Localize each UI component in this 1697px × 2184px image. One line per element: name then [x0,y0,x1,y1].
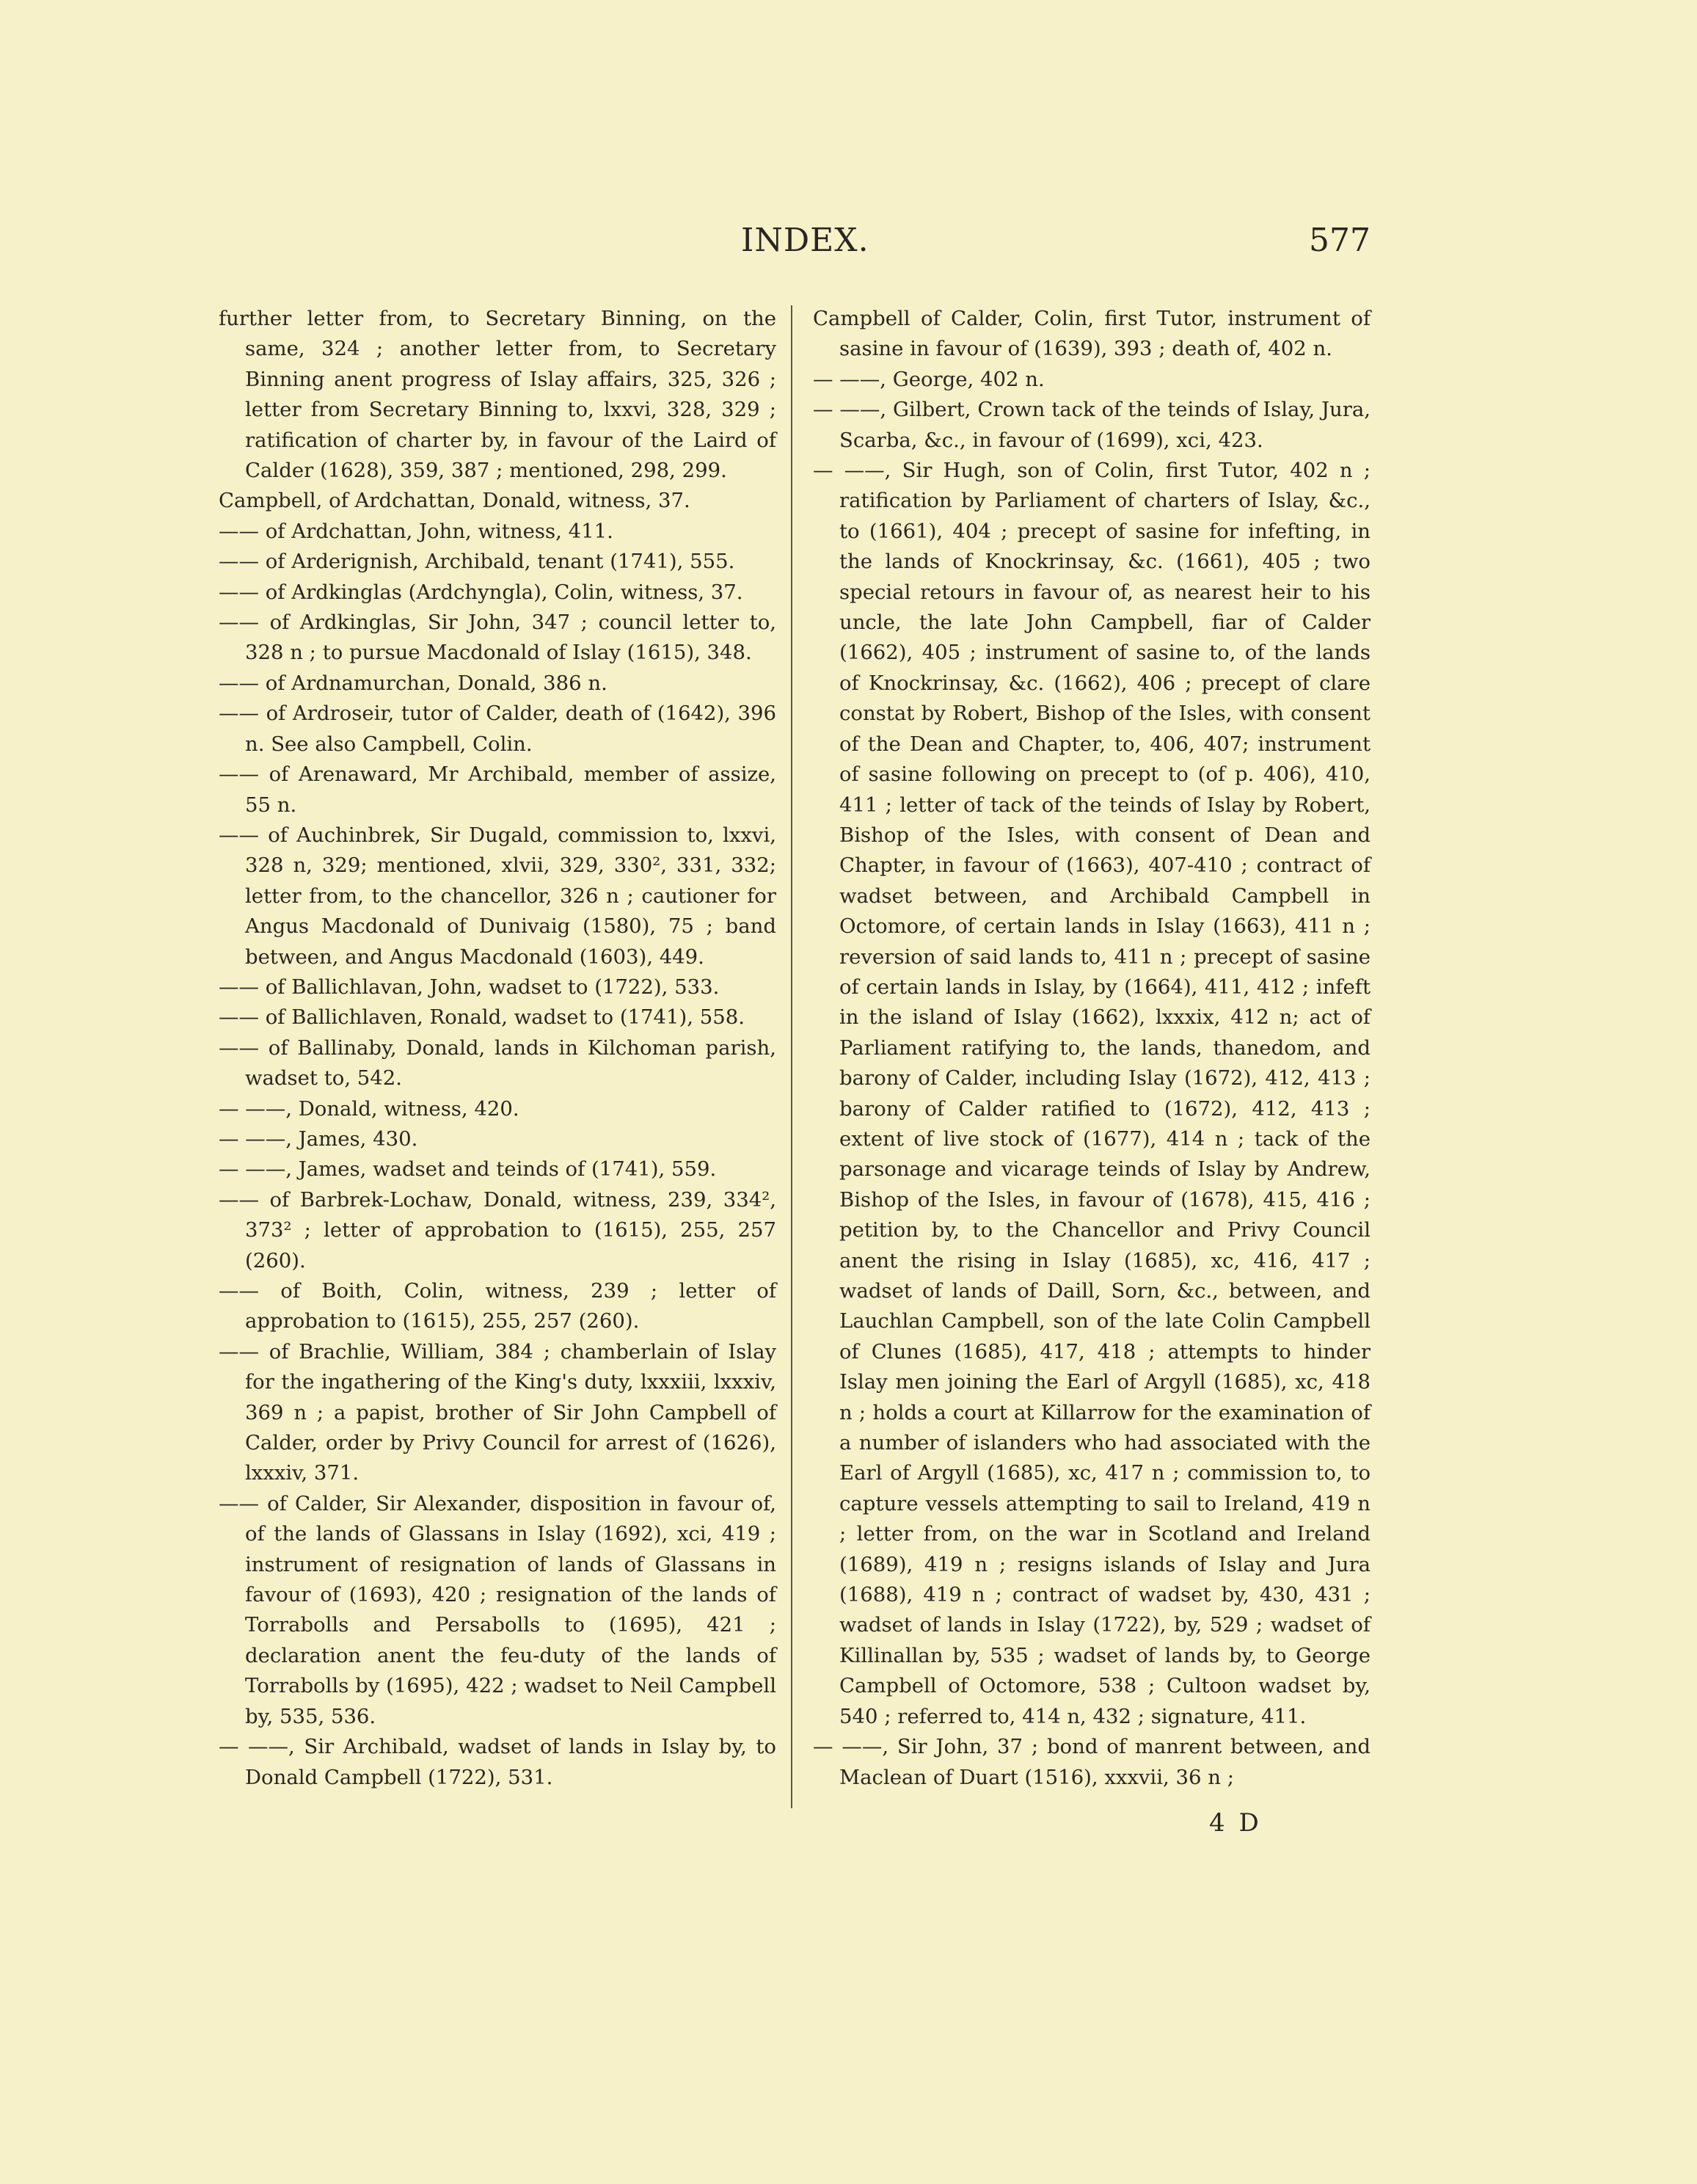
index-entry: —— of Ardroseir, tutor of Calder, death of (1642), 396 n. See also Campbell, Colin. [219,702,776,756]
index-entry: —— of Ballichlavan, John, wadset to (1722), 533. [219,975,720,999]
page-number: 577 [1309,222,1371,259]
index-entry: —— of Ardchattan, John, witness, 411. [219,519,613,543]
index-entry: —— of Arderignish, Archibald, tenant (1741), 555. [219,550,735,574]
index-entry: further letter from, to Secretary Binning, on the same, 324 ; another letter from, to Secretary Binning anent progress of Islay affairs, 325, 326 ; letter from Secretary Binning to, lxxvi, 328, 329 ; ratification of charter by, in favour of the Laird of Calder (1628), 359, 387 ; mentioned, 298, 299. [219,307,776,483]
index-entry: —— of Brachlie, William, 384 ; chamberlain of Islay for the ingathering of the King's duty, lxxxiii, lxxxiv, 369 n ; a papist, brother of Sir John Campbell of Calder, order by Privy Council for arrest of (1626), lxxxiv, 371. [219,1339,776,1485]
index-entry: —— of Arenaward, Mr Archibald, member of assize, 55 n. [219,762,776,817]
index-entry: — ——, James, 430. [219,1126,418,1151]
index-entry: —— of Ardnamurchan, Donald, 386 n. [219,671,607,695]
column-divider [791,305,792,1808]
index-entry: —— of Ardkinglas (Ardchyngla), Colin, witness, 37. [219,580,743,604]
running-title: INDEX. [741,222,869,259]
index-entry: — ——, Sir John, 37 ; bond of manrent between, and Maclean of Duart (1516), xxxvii, 36 n ; [813,1735,1371,1789]
index-entry: Campbell of Calder, Colin, first Tutor, instrument of sasine in favour of (1639), 393 ; death of, 402 n. [813,307,1371,361]
index-entry: — ——, Sir Hugh, son of Colin, first Tutor, 402 n ; ratification by Parliament of charters of Islay, &c., to (1661), 404 ; precept of sasine for infefting, in the lands of Knockrinsay, &c. (1661), 405 ; two special retours in favour of, as nearest heir to his uncle, the late John Campbell, fiar of Calder (1662), 405 ; instrument of sasine to, of the lands of Knockrinsay, &c. (1662), 406 ; precept of clare constat by Robert, Bishop of the Isles, with consent of the Dean and Chapter, to, 406, 407; instrument of sasine following on precept to (of p. 406), 410, 411 ; letter of tack of the teinds of Islay by Robert, Bishop of the Isles, with consent of Dean and Chapter, in favour of (1663), 407-410 ; contract of wadset between, and Archibald Campbell in Octomore, of certain lands in Islay (1663), 411 n ; reversion of said lands to, 411 n ; precept of sasine of certain lands in Islay, by (1664), 411, 412 ; infeft in the island of Islay (1662), lxxxix, 412 n; act of Parliament ratifying to, the lands, thanedom, and barony of Calder, including Islay (1672), 412, 413 ; barony of Calder ratified to (1672), 412, 413 ; extent of live stock of (1677), 414 n ; tack of the parsonage and vicarage teinds of Islay by Andrew, Bishop of the Isles, in favour of (1678), 415, 416 ; petition by, to the Chancellor and Privy Council anent the rising in Islay (1685), xc, 416, 417 ; wadset of lands of Daill, Sorn, &c., between, and Lauchlan Campbell, son of the late Colin Campbell of Clunes (1685), 417, 418 ; attempts to hinder Islay men joining the Earl of Argyll (1685), xc, 418 n ; holds a court at Killarrow for the examination of a number of islanders who had associated with the Earl of Argyll (1685), xc, 417 n ; commission to, to capture vessels attempting to sail to Ireland, 419 n ; letter from, on the war in Scotland and Ireland (1689), 419 n ; resigns islands of Islay and Jura (1688), 419 n ; contract of wadset by, 430, 431 ; wadset of lands in Islay (1722), by, 529 ; wadset of Killinallan by, 535 ; wadset of lands by, to George Campbell of Octomore, 538 ; Cultoon wadset by, 540 ; referred to, 414 n, 432 ; signature, 411. [813,459,1371,1728]
index-entry: —— of Ballinaby, Donald, lands in Kilchoman parish, wadset to, 542. [219,1035,776,1091]
index-entry: — ——, Gilbert, Crown tack of the teinds of Islay, Jura, Scarba, &c., in favour of (1699), xci, 423. [813,398,1371,452]
index-entry: —— of Calder, Sir Alexander, disposition in favour of, of the lands of Glassans in Islay (1692), xci, 419 ; instrument of resignation of lands of Glassans in favour of (1693), 420 ; resignation of the lands of Torrabolls and Persabolls to (1695), 421 ; declaration anent the feu-duty of the lands of Torrabolls by (1695), 422 ; wadset to Neil Campbell by, 535, 536. [219,1491,776,1728]
index-entry: —— of Boith, Colin, witness, 239 ; letter of approbation to (1615), 255, 257 (260). [219,1279,776,1333]
index-entry: —— of Ardkinglas, Sir John, 347 ; council letter to, 328 n ; to pursue Macdonald of Islay (1615), 348. [219,611,776,665]
index-entry: — ——, Donald, witness, 420. [219,1096,519,1121]
index-entry: — ——, James, wadset and teinds of (1741), 559. [219,1157,717,1182]
index-entry: —— of Auchinbrek, Sir Dugald, commission to, lxxvi, 328 n, 329; mentioned, xlvii, 329, 330², 331, 332; letter from, to the chancellor, 326 n ; cautioner for Angus Macdonald of Dunivaig (1580), 75 ; band between, and Angus Macdonald (1603), 449. [219,823,776,969]
index-entry: Campbell, of Ardchattan, Donald, witness, 37. [219,489,690,513]
index-entry: — ——, George, 402 n. [813,367,1045,391]
signature-mark: 4 D [1209,1808,1262,1838]
right-column [813,304,1371,1793]
left-column [219,304,776,1793]
index-entry: —— of Barbrek-Lochaw, Donald, witness, 239, 334², 373² ; letter of approbation to (1615), 255, 257 (260). [219,1187,776,1273]
index-entry: —— of Ballichlaven, Ronald, wadset to (1741), 558. [219,1005,745,1030]
index-entry: — ——, Sir Archibald, wadset of lands in Islay by, to Donald Campbell (1722), 531. [219,1735,776,1789]
